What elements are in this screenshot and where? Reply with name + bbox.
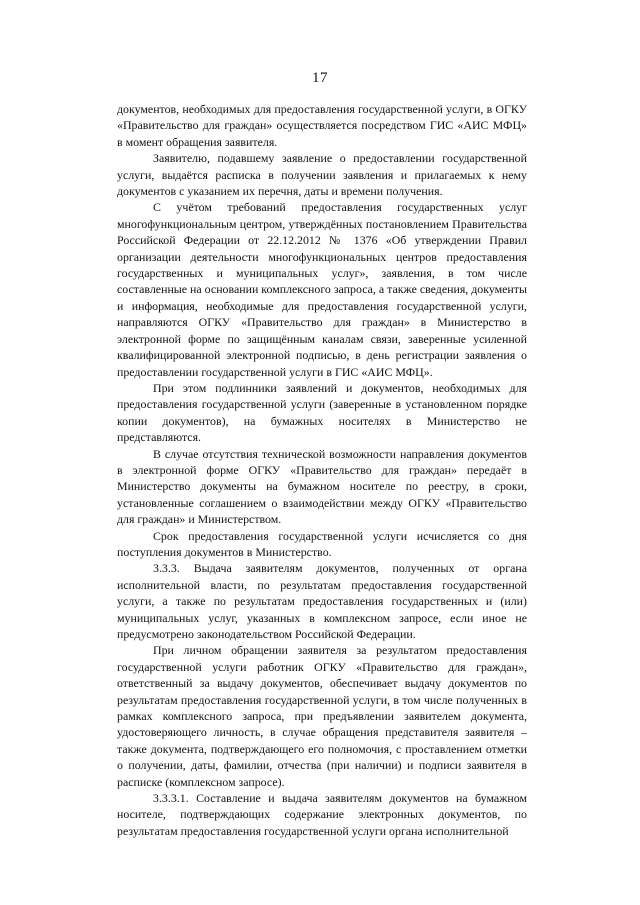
paragraph: Заявителю, подавшему заявление о предоставлении государственной услуги, выдаётся расписка в получении заявления и прилагаемых к нему документов с указанием их перечня, даты и времени получения. xyxy=(117,151,527,199)
paragraph: С учётом требований предоставления государственных услуг многофункциональным центром, утверждённых постановлением Правительства Российской Федерации от 22.12.2012 № 1376 «Об утверждении Правил организации деятельности многофункциональных центров предоставления государственных и муниципальных услуг», заявления, в том числе составленные на основании комплексного запроса, а также сведения, документы и информация, необходимые для предоставления государственной услуги, направляются ОГКУ «Правительство для граждан» в Министерство в электронной форме по защищённым каналам связи, заверенные усиленной квалифицированной электронной подписью, в день регистрации заявления о предоставлении государственной услуги в ГИС «АИС МФЦ». xyxy=(117,200,527,379)
document-body xyxy=(117,101,527,839)
paragraph: документов, необходимых для предоставления государственной услуги, в ОГКУ «Правительство для граждан» осуществляется посредством ГИС «АИС МФЦ» в момент обращения заявителя. xyxy=(117,102,527,149)
paragraph: При личном обращении заявителя за результатом предоставления государственной услуги работник ОГКУ «Правительство для граждан», ответственный за выдачу документов, обеспечивает выдачу документов по результатам предоставления государственной услуги, в том числе полученных в рамках комплексного запроса, при предъявлении заявителем документа, удостоверяющего личность, в случае обращения представителя заявителя – также документа, подтверждающего его полномочия, с проставлением отметки о получении, даты, фамилии, отчества (при наличии) и подписи заявителя в расписке (комплексном запросе). xyxy=(117,643,527,789)
paragraph: 3.3.3. Выдача заявителям документов, полученных от органа исполнительной власти, по результатам предоставления государственной услуги, а также по результатам предоставления государственных и (или) муниципальных услуг, указанных в комплексном запросе, если иное не предусмотрено законодательством Российской Федерации. xyxy=(117,561,527,641)
page-number: 17 xyxy=(312,70,328,86)
paragraph: Срок предоставления государственной услуги исчисляется со дня поступления документов в Министерство. xyxy=(117,528,527,559)
paragraph: 3.3.3.1. Составление и выдача заявителям документов на бумажном носителе, подтверждающих содержание электронных документов, по результатам предоставления государственной услуги органа исполнительной xyxy=(117,791,527,838)
paragraph: В случае отсутствия технической возможности направления документов в электронной форме ОГКУ «Правительство для граждан» передаёт в Министерство документы на бумажном носителе по реестру, в сроки, установленные соглашением о взаимодействии между ОГКУ «Правительство для граждан» и Министерством. xyxy=(117,446,527,527)
paragraph: При этом подлинники заявлений и документов, необходимых для предоставления государственной услуги (заверенные в установленном порядке копии документов), на бумажных носителях в Министерство не представляются. xyxy=(117,380,527,445)
